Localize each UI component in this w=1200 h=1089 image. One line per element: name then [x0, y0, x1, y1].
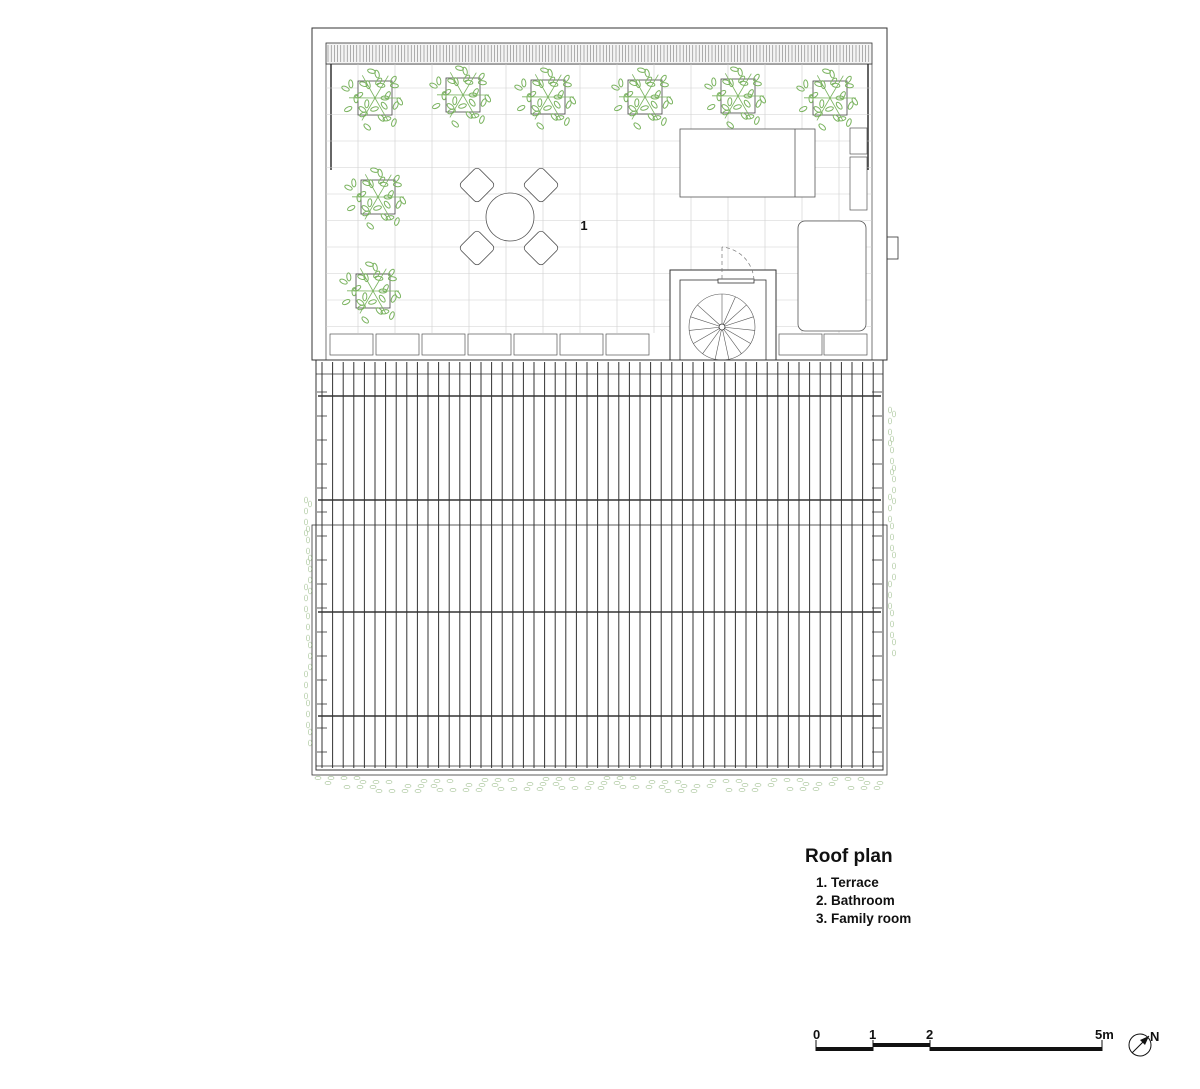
bench-seat [514, 334, 557, 355]
ground-plant [466, 783, 472, 786]
ground-plant [845, 777, 851, 780]
bench-seat [468, 334, 511, 355]
scale-label-5m: 5m [1095, 1027, 1114, 1042]
ground-plant [325, 781, 331, 784]
ground-plant [511, 787, 517, 790]
ground-plants [304, 407, 895, 793]
terrace-bench-row [330, 334, 867, 355]
ground-plant [543, 777, 549, 780]
ground-plant [649, 780, 655, 783]
ground-plant [890, 436, 893, 442]
ground-plant [723, 779, 729, 782]
ground-plant [892, 552, 895, 558]
ground-plant [308, 588, 311, 594]
scale-segment-1-2 [873, 1043, 930, 1047]
side-cushion-2 [850, 157, 867, 210]
ground-plant [659, 785, 665, 788]
ground-plant [344, 785, 350, 788]
terrace-inner-wall [326, 64, 872, 360]
ground-plant [315, 776, 321, 779]
ground-plant [308, 664, 311, 670]
scale-label-0: 0 [813, 1027, 821, 1042]
ground-plant [569, 777, 575, 780]
ground-plant [304, 595, 307, 601]
ground-plant [304, 606, 307, 612]
ground-plant [389, 789, 395, 792]
ground-plant [304, 693, 307, 699]
spiral-stair-post [719, 324, 725, 330]
stair-enclosure-inner [680, 280, 766, 360]
ground-plant [572, 786, 578, 789]
ground-plant [888, 505, 891, 511]
ground-plant [888, 592, 891, 598]
plan-legend [805, 846, 911, 928]
ground-plant [710, 779, 716, 782]
legend-title: Roof plan [805, 846, 893, 867]
bench-seat [824, 334, 867, 355]
ground-plant [892, 563, 895, 569]
ground-plant [308, 642, 311, 648]
ground-plant [537, 787, 543, 790]
tree-icon [611, 67, 674, 130]
ground-plant [691, 789, 697, 792]
scale-segment-2-5 [930, 1047, 1102, 1051]
ground-plant [888, 516, 891, 522]
scale-label-1: 1 [869, 1027, 877, 1042]
ground-plant [816, 782, 822, 785]
pergola-outline [316, 360, 883, 770]
ground-plant [304, 671, 307, 677]
wall-fixture [887, 237, 898, 259]
ground-plant [797, 778, 803, 781]
ground-plant [553, 782, 559, 785]
ground-plant [479, 783, 485, 786]
ground-plant [306, 700, 309, 706]
ground-plant [306, 613, 309, 619]
bench-seat [779, 334, 822, 355]
ground-plant [726, 788, 732, 791]
ground-plant [890, 469, 893, 475]
ground-plant [858, 777, 864, 780]
ground-plant [707, 784, 713, 787]
ground-plant [492, 783, 498, 786]
ground-plant [418, 784, 424, 787]
ground-plant [373, 780, 379, 783]
ground-plant [306, 635, 309, 641]
ground-plant [402, 789, 408, 792]
ground-plant [415, 789, 421, 792]
ground-plant [308, 740, 311, 746]
ground-plant [771, 778, 777, 781]
ground-plant [308, 653, 311, 659]
ground-plant [681, 784, 687, 787]
ground-plant [864, 781, 870, 784]
ground-plant [463, 788, 469, 791]
ground-plant [877, 781, 883, 784]
ground-plant [888, 429, 891, 435]
ground-plant [588, 781, 594, 784]
ground-plant [482, 778, 488, 781]
ground-plant [888, 418, 891, 424]
ground-plant [742, 783, 748, 786]
ground-plant [341, 776, 347, 779]
ground-plant [598, 786, 604, 789]
legend-item-bathroom: 2. Bathroom [816, 893, 895, 908]
ground-plant [662, 780, 668, 783]
ground-plant [752, 788, 758, 791]
ground-plant [306, 711, 309, 717]
ground-plant [498, 787, 504, 790]
ground-plant [306, 526, 309, 532]
ground-plant [601, 781, 607, 784]
ground-plant [357, 785, 363, 788]
ground-plant [556, 777, 562, 780]
ground-plant [890, 632, 893, 638]
pergola-roof [312, 360, 887, 775]
ground-plant [308, 577, 311, 583]
tree-icon [339, 261, 402, 324]
ground-plant [620, 785, 626, 788]
legend-item-family-room: 3. Family room [816, 911, 912, 926]
ground-plant [370, 785, 376, 788]
ground-plant [308, 555, 311, 561]
ground-plant [360, 780, 366, 783]
ground-plant [304, 519, 307, 525]
ground-plant [633, 785, 639, 788]
ground-plant [306, 559, 309, 565]
stair-hatch-door [718, 279, 754, 283]
scale-segment-0-1 [816, 1047, 873, 1051]
ground-plant [890, 523, 893, 529]
ground-plant [787, 787, 793, 790]
ground-plant [832, 777, 838, 780]
ground-plant [755, 783, 761, 786]
ground-plant [540, 782, 546, 785]
bench-seat [376, 334, 419, 355]
ground-plant [890, 447, 893, 453]
ground-plant [861, 786, 867, 789]
ground-plant [604, 776, 610, 779]
ground-plant [306, 548, 309, 554]
ground-plant [405, 784, 411, 787]
ground-plant [630, 776, 636, 779]
ground-plant [328, 776, 334, 779]
ground-plant [354, 776, 360, 779]
bench-seat [422, 334, 465, 355]
ground-plant [304, 497, 307, 503]
ground-plant [892, 498, 895, 504]
ground-plant [437, 788, 443, 791]
tree-icon [429, 65, 492, 128]
ground-plant [434, 779, 440, 782]
ground-plant [888, 407, 891, 413]
ground-plant [694, 784, 700, 787]
scale-label-2: 2 [926, 1027, 934, 1042]
ground-plant [304, 530, 307, 536]
ground-plant [450, 788, 456, 791]
ground-plant [665, 789, 671, 792]
ground-plant [306, 722, 309, 728]
ground-plant [768, 783, 774, 786]
ground-plant [304, 584, 307, 590]
north-label: N [1150, 1029, 1160, 1044]
chair-3 [459, 230, 496, 267]
ground-plant [800, 787, 806, 790]
side-cushion-1 [850, 128, 867, 154]
ground-plant [386, 780, 392, 783]
ground-plant [890, 545, 893, 551]
ground-plant [559, 786, 565, 789]
pergola-lower-frame [312, 525, 887, 775]
bench-seat [606, 334, 649, 355]
ground-plant [431, 784, 437, 787]
ground-plant [890, 610, 893, 616]
ground-plant [614, 781, 620, 784]
ground-plant [646, 785, 652, 788]
ground-plant [476, 788, 482, 791]
bench-seat [560, 334, 603, 355]
chair-4 [523, 230, 560, 267]
room-number-label: 1 [580, 218, 588, 233]
ground-plant [892, 487, 895, 493]
legend-item-terrace: 1. Terrace [816, 875, 879, 890]
ground-plant [736, 779, 742, 782]
ground-plant [421, 779, 427, 782]
tree-icon [796, 68, 859, 131]
ground-plant [888, 494, 891, 500]
ground-plant [888, 581, 891, 587]
ground-plant [813, 787, 819, 790]
lounge-mat [798, 221, 866, 331]
ground-plant [308, 729, 311, 735]
ground-plant [308, 501, 311, 507]
ground-plant [892, 574, 895, 580]
ground-plant [892, 411, 895, 417]
ground-plant [874, 786, 880, 789]
ground-plant [890, 534, 893, 540]
bench-seat [330, 334, 373, 355]
ground-plant [888, 440, 891, 446]
ground-plant [304, 508, 307, 514]
ground-plant [447, 779, 453, 782]
tree-icon [514, 67, 577, 130]
ground-plant [304, 682, 307, 688]
ground-plant [617, 776, 623, 779]
ground-plant [892, 639, 895, 645]
ground-plant [376, 789, 382, 792]
ground-plant [524, 787, 530, 790]
ground-plant [495, 778, 501, 781]
ground-plant [829, 782, 835, 785]
ground-plant [803, 782, 809, 785]
ground-plant [784, 778, 790, 781]
round-table [486, 193, 534, 241]
ground-plant [508, 778, 514, 781]
ground-plant [892, 476, 895, 482]
ground-plant [678, 789, 684, 792]
ground-plant [892, 465, 895, 471]
ground-plant [527, 782, 533, 785]
ground-plant [306, 537, 309, 543]
tree-icon [341, 68, 404, 131]
ground-plant [890, 458, 893, 464]
ground-plant [585, 786, 591, 789]
chair-2 [523, 167, 560, 204]
scale-bar [816, 1040, 1102, 1051]
ground-plant [308, 566, 311, 572]
terrace-tile-grid [326, 64, 872, 333]
legend-list [805, 874, 911, 928]
tree-icon [704, 66, 767, 129]
chair-1 [459, 167, 496, 204]
ground-plant [888, 603, 891, 609]
ground-plant [848, 786, 854, 789]
north-arrow-icon [1129, 1034, 1151, 1056]
ground-plant [306, 624, 309, 630]
ground-plant [890, 621, 893, 627]
ground-plant [892, 650, 895, 656]
ground-plant [739, 788, 745, 791]
ground-plant [675, 780, 681, 783]
